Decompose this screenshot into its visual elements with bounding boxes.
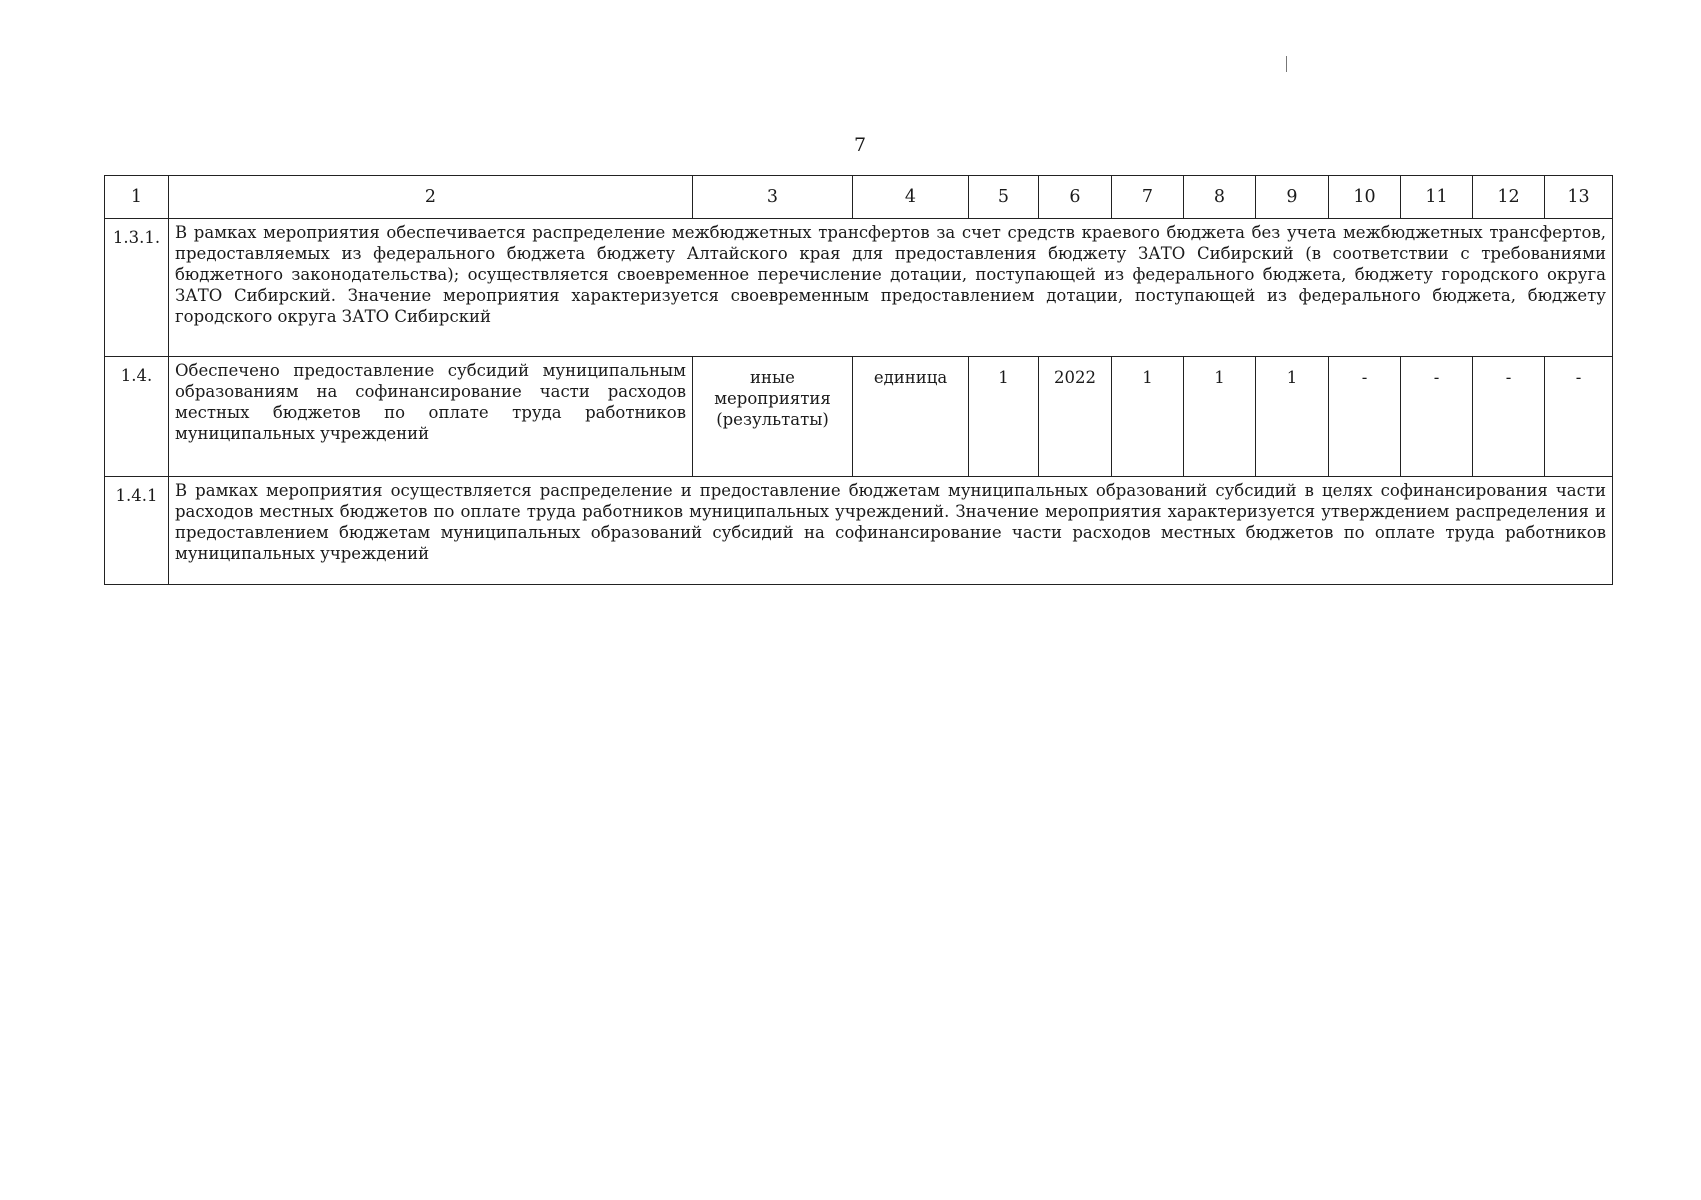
page-number: 7 [853, 134, 867, 156]
row-col9: 1 [1256, 357, 1329, 477]
row-unit: единица [853, 357, 969, 477]
row-number: 1.4. [105, 357, 169, 477]
header-cell: 10 [1329, 176, 1401, 219]
row-col13: - [1545, 357, 1613, 477]
table-row [105, 477, 1613, 585]
row-col11: - [1401, 357, 1473, 477]
header-cell: 13 [1545, 176, 1613, 219]
scan-artifact-mark [1286, 56, 1287, 72]
header-cell: 8 [1184, 176, 1256, 219]
header-cell: 1 [105, 176, 169, 219]
row-col10: - [1329, 357, 1401, 477]
row-type: иные мероприятия (результаты) [693, 357, 853, 477]
header-cell: 9 [1256, 176, 1329, 219]
row-name: Обеспечено предоставление субсидий муниципальным образованиям на софинансирование части расходов местных бюджетов по оплате труда работников муниципальных учреждений [169, 357, 693, 477]
indicators-table [104, 175, 1613, 585]
row-col6: 2022 [1039, 357, 1112, 477]
header-cell: 6 [1039, 176, 1112, 219]
row-col7: 1 [1112, 357, 1184, 477]
row-number: 1.3.1. [105, 219, 169, 357]
row-col5: 1 [969, 357, 1039, 477]
table-row [105, 219, 1613, 357]
header-cell: 5 [969, 176, 1039, 219]
row-description: В рамках мероприятия обеспечивается распределение межбюджетных трансфертов за счет средств краевого бюджета без учета межбюджетных трансфертов, предоставляемых из федерального бюджета бюджету Алтайского края для предоставления бюджету ЗАТО Сибирский (в соответствии с требованиями бюджетного законодательства); осуществляется своевременное перечисление дотации, поступающей из федерального бюджета, бюджету городского округа ЗАТО Сибирский. Значение мероприятия характеризуется своевременным предоставлением дотации, поступающей из федерального бюджета, бюджету городского округа ЗАТО Сибирский [169, 219, 1613, 357]
header-cell: 4 [853, 176, 969, 219]
header-cell: 3 [693, 176, 853, 219]
row-col12: - [1473, 357, 1545, 477]
header-cell: 7 [1112, 176, 1184, 219]
header-cell: 2 [169, 176, 693, 219]
header-cell: 11 [1401, 176, 1473, 219]
row-description: В рамках мероприятия осуществляется распределение и предоставление бюджетам муниципальных образований субсидий в целях софинансирования части расходов местных бюджетов по оплате труда работников муниципальных учреждений. Значение мероприятия характеризуется утверждением распределения и предоставлением бюджетам муниципальных образований субсидий на софинансирование части расходов местных бюджетов по оплате труда работников муниципальных учреждений [169, 477, 1613, 585]
table-row [105, 357, 1613, 477]
table-header-row [105, 176, 1613, 219]
row-col8: 1 [1184, 357, 1256, 477]
row-number: 1.4.1 [105, 477, 169, 585]
header-cell: 12 [1473, 176, 1545, 219]
